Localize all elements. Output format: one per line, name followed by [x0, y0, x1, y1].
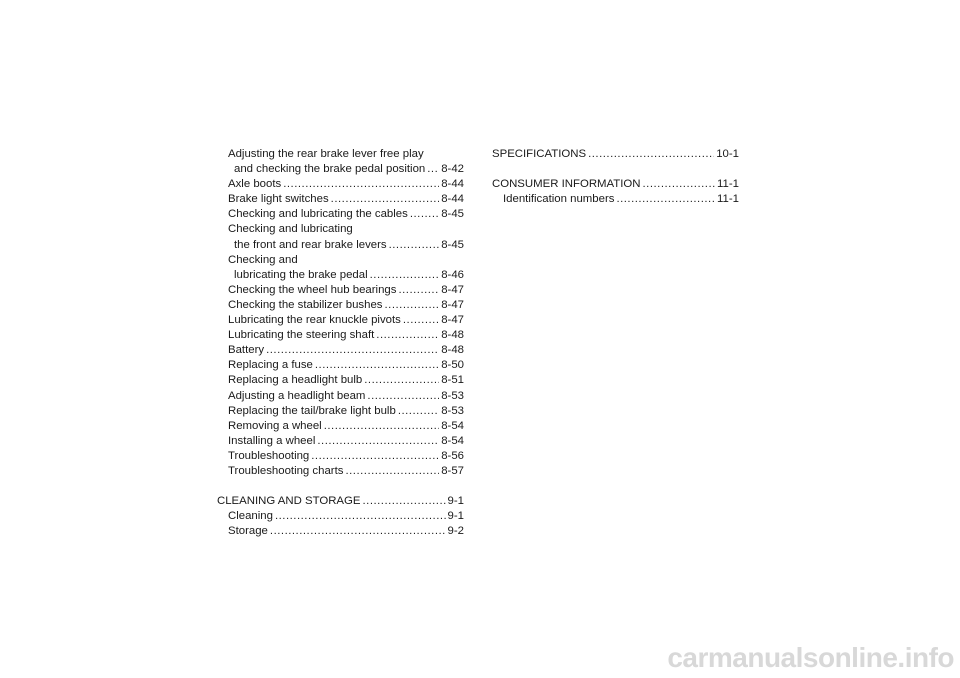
toc-entry-troubleshooting[interactable] — [217, 449, 464, 464]
toc-entry-lubricating-the-rear-knuckle-pivots[interactable] — [217, 313, 464, 328]
toc-entry-checking-and-lubricating-the-cables[interactable] — [217, 207, 464, 222]
toc-entry-removing-a-wheel[interactable] — [217, 419, 464, 434]
toc-page-number: 8-47 — [441, 298, 464, 311]
toc-page-number: 8-45 — [441, 208, 464, 221]
toc-chapter-specifications[interactable] — [492, 147, 739, 162]
dot-leader — [324, 419, 439, 434]
toc-page-number: 9-1 — [447, 510, 464, 523]
dot-leader — [331, 192, 440, 207]
toc-entry-identification-numbers[interactable] — [492, 192, 739, 207]
toc-page-number: 8-47 — [441, 283, 464, 296]
toc-page-number: 11-1 — [717, 193, 739, 206]
dot-leader — [345, 464, 439, 479]
toc-page-number: 8-56 — [441, 449, 464, 462]
toc-entry-installing-a-wheel[interactable] — [217, 434, 464, 449]
toc-entry-storage[interactable] — [217, 524, 464, 539]
toc-entry-title: Brake light switches — [228, 193, 329, 206]
toc-page-number: 9-2 — [447, 525, 464, 538]
toc-entry-lubricating-the-steering-shaft[interactable] — [217, 328, 464, 343]
toc-entry-title: Replacing a headlight bulb — [228, 374, 363, 387]
dot-leader — [370, 268, 440, 283]
toc-entry-checking-and-lubricating-the-front-and-rear-brake-levers[interactable] — [217, 222, 464, 252]
toc-entry-checking-the-stabilizer-bushes[interactable] — [217, 298, 464, 313]
toc-entry-title: Identification numbers — [503, 193, 615, 206]
toc-chapter-cleaning-and-storage[interactable] — [217, 494, 464, 509]
toc-entry-title: Checking the stabilizer bushes — [228, 298, 383, 311]
toc-entry-replacing-a-fuse[interactable] — [217, 358, 464, 373]
toc-entry-title: Storage — [228, 525, 268, 538]
toc-entry-title: Adjusting a headlight beam — [228, 389, 366, 402]
toc-entry-title: CONSUMER INFORMATION — [492, 178, 641, 191]
toc-entry-title: Lubricating the rear knuckle pivots — [228, 314, 401, 327]
toc-entry-title: Cleaning — [228, 510, 273, 523]
dot-leader — [376, 328, 439, 343]
toc-page-number: 10-1 — [716, 148, 739, 160]
toc-entry-title: Removing a wheel — [228, 419, 322, 432]
toc-entry-title: Battery — [228, 344, 265, 357]
toc-page-number: 8-45 — [441, 238, 464, 251]
dot-leader — [410, 207, 439, 222]
toc-entry-title: Checking the wheel hub bearings — [228, 283, 397, 296]
toc-entry-title: Installing a wheel — [228, 434, 316, 447]
toc-entry-battery[interactable] — [217, 343, 464, 358]
dot-leader — [266, 343, 439, 358]
toc-page-number: 8-44 — [441, 178, 464, 191]
dot-leader — [643, 177, 716, 192]
watermark-text: carmanualsonline.info — [667, 642, 954, 673]
dot-leader — [616, 192, 715, 207]
toc-page-number: 8-46 — [441, 268, 464, 281]
toc-entry-title: the front and rear brake levers — [234, 238, 387, 251]
toc-entry-brake-light-switches[interactable] — [217, 192, 464, 207]
toc-entry-title: Checking and lubricating the cables — [228, 208, 408, 221]
dot-leader — [398, 404, 439, 419]
toc-left-column — [217, 147, 464, 539]
section-spacer — [492, 162, 739, 177]
toc-page-number: 8-47 — [441, 314, 464, 327]
toc-entry-title: Replacing the tail/brake light bulb — [228, 404, 396, 417]
toc-entry-title: Checking and — [228, 253, 298, 266]
dot-leader — [275, 509, 446, 524]
toc-entry-adjusting-a-headlight-beam[interactable] — [217, 389, 464, 404]
dot-leader — [315, 358, 439, 373]
toc-page-number: 8-53 — [441, 404, 464, 417]
toc-entry-replacing-a-headlight-bulb[interactable] — [217, 373, 464, 388]
toc-entry-title: SPECIFICATIONS — [492, 148, 587, 160]
dot-leader — [362, 494, 445, 509]
dot-leader — [364, 373, 439, 388]
toc-page-number: 8-51 — [441, 374, 464, 387]
toc-page-number: 8-48 — [441, 344, 464, 357]
toc-entry-title: Lubricating the steering shaft — [228, 329, 375, 342]
toc-page-number: 8-50 — [441, 359, 464, 372]
dot-leader — [283, 177, 439, 192]
dot-leader — [588, 147, 714, 162]
toc-entry-title: Replacing a fuse — [228, 359, 313, 372]
dot-leader — [311, 449, 439, 464]
toc-page-number: 11-1 — [717, 178, 739, 191]
toc-page-number: 8-54 — [441, 434, 464, 447]
section-spacer — [217, 479, 464, 494]
dot-leader — [367, 389, 439, 404]
toc-right-column — [492, 147, 739, 207]
dot-leader — [427, 162, 439, 177]
toc-entry-troubleshooting-charts[interactable] — [217, 464, 464, 479]
toc-page-number: 8-53 — [441, 389, 464, 402]
toc-page-number: 8-54 — [441, 419, 464, 432]
toc-entry-title: and checking the brake pedal position — [234, 163, 426, 176]
toc-entry-cleaning[interactable] — [217, 509, 464, 524]
toc-entry-title: Troubleshooting charts — [228, 464, 344, 477]
toc-entry-title: Adjusting the rear brake lever free play — [228, 148, 424, 160]
toc-entry-adjusting-the-rear-brake-lever-free-play-and-checking-the-brake-pedal-position[interactable] — [217, 147, 464, 177]
dot-leader — [398, 283, 439, 298]
dot-leader — [385, 298, 440, 313]
toc-entry-title: CLEANING AND STORAGE — [217, 495, 361, 508]
dot-leader — [270, 524, 446, 539]
toc-page-number: 9-1 — [447, 495, 464, 508]
toc-entry-replacing-the-tail-brake-light-bulb[interactable] — [217, 404, 464, 419]
toc-entry-title: Axle boots — [228, 178, 282, 191]
toc-entry-title: Checking and lubricating — [228, 223, 353, 236]
toc-entry-axle-boots[interactable] — [217, 177, 464, 192]
toc-entry-title: lubricating the brake pedal — [234, 268, 368, 281]
toc-entry-checking-and-lubricating-the-brake-pedal[interactable] — [217, 253, 464, 283]
dot-leader — [317, 434, 439, 449]
dot-leader — [389, 238, 440, 253]
toc-page-number: 8-44 — [441, 193, 464, 206]
toc-page-number: 8-42 — [441, 163, 464, 176]
toc-page-number: 8-48 — [441, 329, 464, 342]
dot-leader — [403, 313, 439, 328]
toc-page-number: 8-57 — [441, 464, 464, 477]
toc-entry-title: Troubleshooting — [228, 449, 310, 462]
toc-chapter-consumer-information[interactable] — [492, 177, 739, 192]
toc-entry-checking-the-wheel-hub-bearings[interactable] — [217, 283, 464, 298]
